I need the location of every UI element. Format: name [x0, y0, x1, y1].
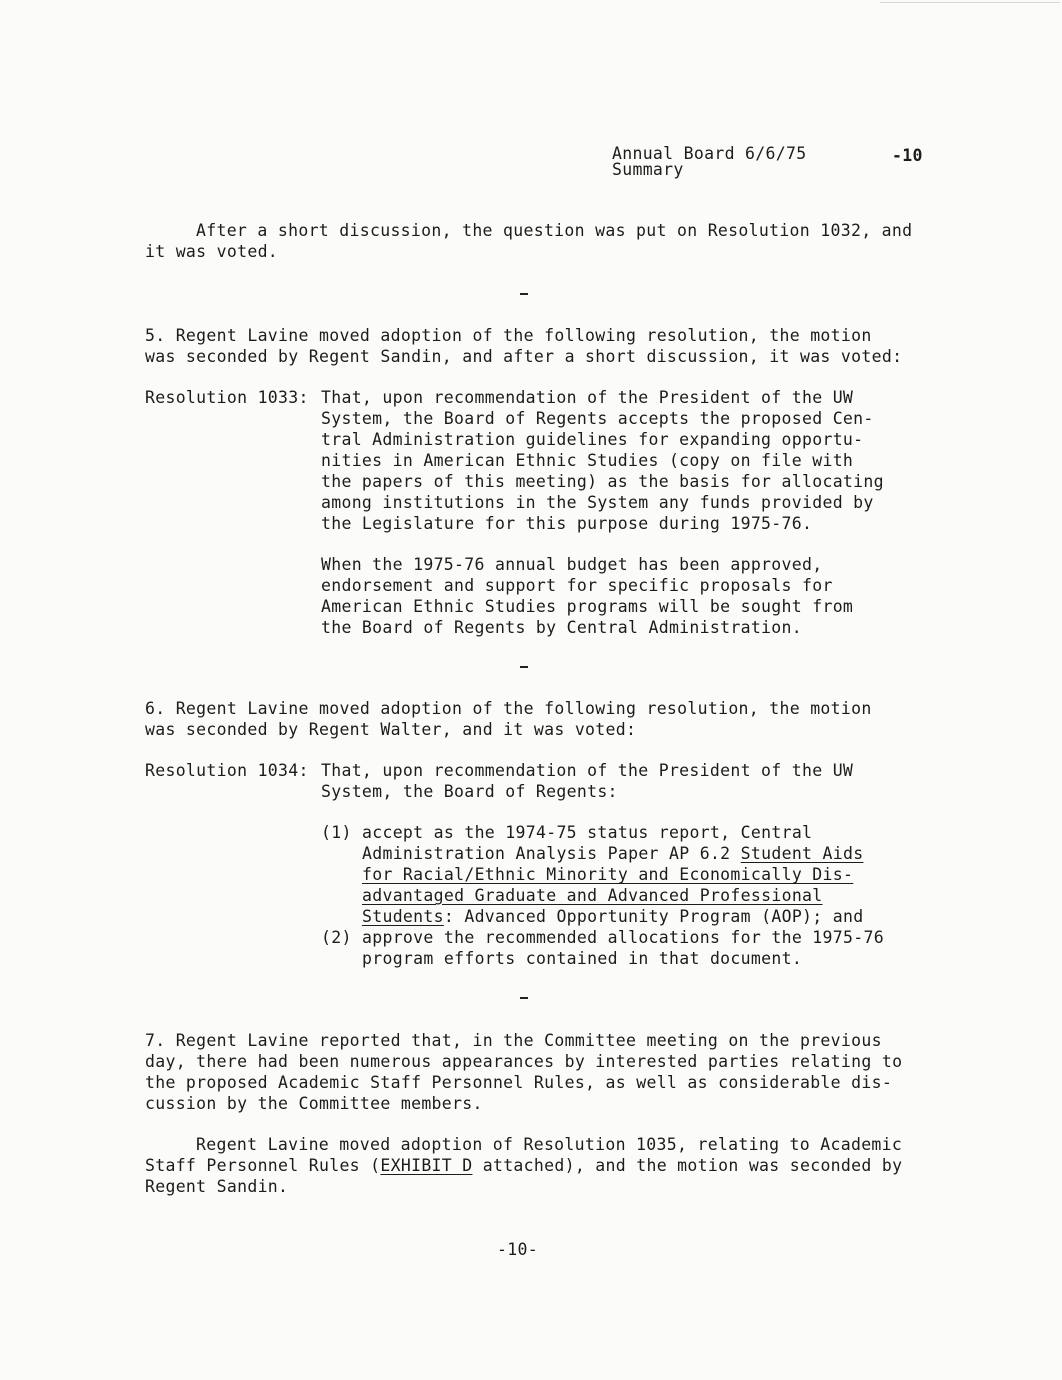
- item7-line: 7. Regent Lavine reported that, in the Committee meeting on the previous: [145, 1031, 882, 1050]
- res1034-item1-number: (1): [321, 823, 352, 842]
- res1034-item1-line: [362, 906, 863, 927]
- res1034-item2-line: program efforts contained in that document.: [362, 949, 803, 968]
- page-number: -10-: [497, 1240, 538, 1259]
- res1033-para2-line: When the 1975-76 annual budget has been approved,: [321, 555, 823, 574]
- exhibit-d-reference: EXHIBIT D: [380, 1156, 473, 1175]
- document-title-underlined: Students: [362, 907, 444, 926]
- res1033-line: That, upon recommendation of the President of the UW: [321, 388, 854, 407]
- header-line-2: Summary: [612, 160, 684, 179]
- resolution-1034-label: Resolution 1034:: [145, 761, 309, 780]
- res1033-line: System, the Board of Regents accepts the proposed Cen-: [321, 409, 874, 428]
- item7-para2-line-2: [145, 1155, 902, 1176]
- section-separator: [520, 293, 528, 295]
- res1034-item2-number: (2): [321, 928, 352, 947]
- document-title-underlined: advantaged Graduate and Advanced Professional: [362, 886, 823, 905]
- res1033-line: the papers of this meeting) as the basis for allocating: [321, 472, 884, 491]
- item7-text: Staff Personnel Rules (: [145, 1156, 381, 1175]
- item7-text: attached), and the motion was seconded by: [472, 1156, 903, 1175]
- item7-para2-line-3: Regent Sandin.: [145, 1177, 289, 1196]
- item6-line-1: 6. Regent Lavine moved adoption of the following resolution, the motion: [145, 699, 872, 718]
- section-separator: [520, 666, 528, 668]
- res1033-para2-line: endorsement and support for specific proposals for: [321, 576, 833, 595]
- voted-line-2: it was voted.: [145, 242, 279, 261]
- res1034-line: System, the Board of Regents:: [321, 782, 618, 801]
- item6-line-2: was seconded by Regent Walter, and it was voted:: [145, 720, 637, 739]
- res1033-line: among institutions in the System any funds provided by: [321, 493, 874, 512]
- header-page-ref: -10: [892, 146, 923, 165]
- item5-line-1: 5. Regent Lavine moved adoption of the following resolution, the motion: [145, 326, 872, 345]
- res1033-line: the Legislature for this purpose during 1975-76.: [321, 514, 813, 533]
- header-line-1: Annual Board 6/6/75: [612, 144, 807, 163]
- item5-line-2: was seconded by Regent Sandin, and after a short discussion, it was voted:: [145, 347, 903, 366]
- res1034-item1-text: : Advanced Opportunity Program (AOP); and: [443, 907, 864, 926]
- document-title-underlined: for Racial/Ethnic Minority and Economically Dis-: [362, 865, 854, 884]
- res1034-item1-text: Administration Analysis Paper AP 6.2: [362, 844, 741, 863]
- item7-para2-line-1: Regent Lavine moved adoption of Resolution 1035, relating to Academic: [196, 1135, 903, 1154]
- res1034-item1-line: accept as the 1974-75 status report, Central: [362, 823, 813, 842]
- voted-line-1: After a short discussion, the question was put on Resolution 1032, and: [196, 221, 913, 240]
- section-separator: [520, 997, 528, 999]
- resolution-1033-label: Resolution 1033:: [145, 388, 309, 407]
- item7-line: the proposed Academic Staff Personnel Rules, as well as considerable dis-: [145, 1073, 893, 1092]
- res1033-para2-line: the Board of Regents by Central Administration.: [321, 618, 802, 637]
- scan-edge-mark: [880, 2, 1060, 3]
- header-title: [612, 146, 806, 178]
- res1033-para2-line: American Ethnic Studies programs will be sought from: [321, 597, 854, 616]
- res1033-line: nities in American Ethnic Studies (copy on file with: [321, 451, 854, 470]
- item7-line: day, there had been numerous appearances by interested parties relating to: [145, 1052, 903, 1071]
- res1033-line: tral Administration guidelines for expanding opportu-: [321, 430, 864, 449]
- res1034-item1-line: [362, 843, 863, 864]
- res1034-line: That, upon recommendation of the President of the UW: [321, 761, 854, 780]
- res1034-item2-line: approve the recommended allocations for the 1975-76: [362, 928, 884, 947]
- document-title-underlined: Student Aids: [740, 844, 864, 863]
- item7-line: cussion by the Committee members.: [145, 1094, 483, 1113]
